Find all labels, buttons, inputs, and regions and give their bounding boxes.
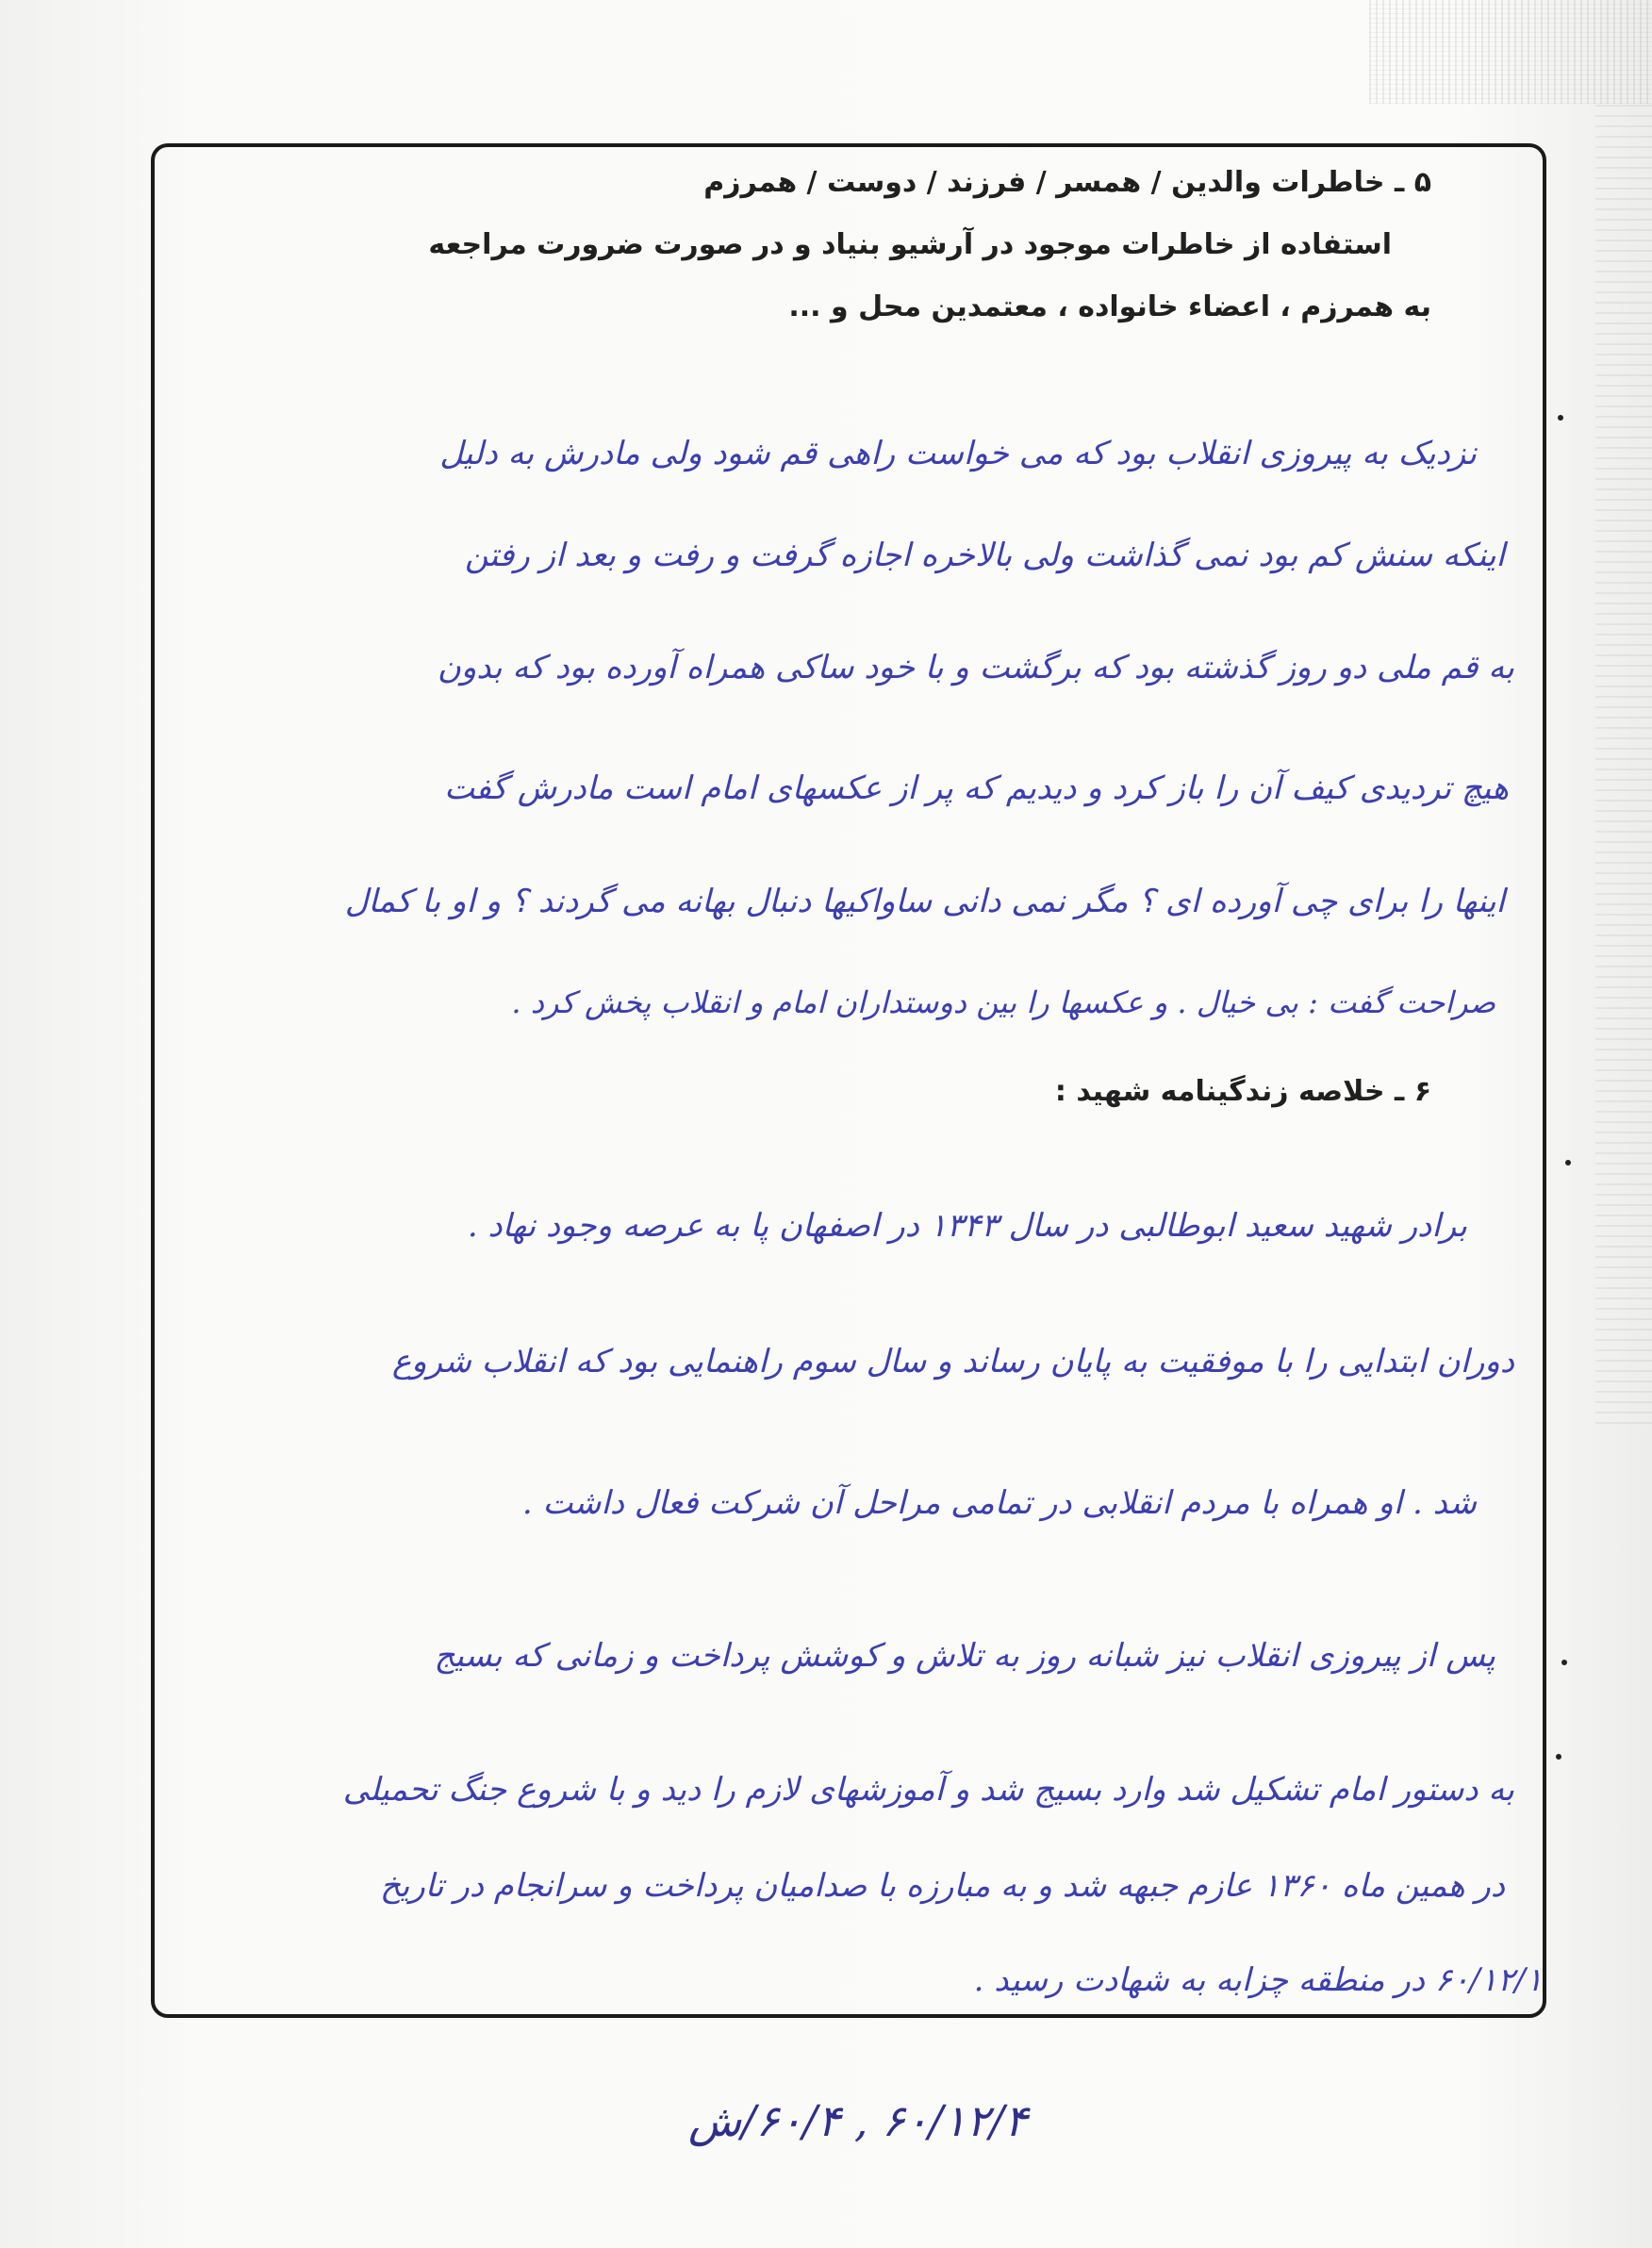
section-5-heading: ۵ ـ خاطرات والدین / همسر / فرزند / دوست / همرزم xyxy=(703,166,1431,199)
section-6-handwriting-line-2: دوران ابتدایی را با موفقیت به پایان رساند و سال سوم راهنمایی بود که انقلاب شروع xyxy=(391,1343,1514,1380)
section-6-handwriting-line-6: در همین ماه ۱۳۶۰ عازم جبهه شد و به مبارزه با صدامیان پرداخت و سرانجام در تاریخ xyxy=(379,1867,1505,1905)
section-5-handwriting-line-6: صراحت گفت : بی خیال . و عکسها را بین دوستداران امام و انقلاب پخش کرد . xyxy=(511,984,1495,1020)
section-5-instruction-2: به همرزم ، اعضاء خانواده ، معتمدین محل و ... xyxy=(788,290,1431,323)
section-6-handwriting-line-3: شد . او همراه با مردم انقلابی در تمامی مراحل آن شرکت فعال داشت . xyxy=(521,1484,1477,1522)
section-5-handwriting-line-1: نزدیک به پیروزی انقلاب بود که می خواست راهی قم شود ولی مادرش به دلیل xyxy=(439,435,1477,472)
section-5-instruction-1: استفاده از خاطرات موجود در آرشیو بنیاد و در صورت ضرورت مراجعه xyxy=(428,228,1392,261)
section-5-handwriting-line-2: اینکه سنش کم بود نمی گذاشت ولی بالاخره اجازه گرفت و رفت و بعد از رفتن xyxy=(464,537,1505,574)
form-frame xyxy=(151,143,1546,2018)
scan-noise xyxy=(1369,0,1652,104)
section-6-handwriting-line-4: پس از پیروزی انقلاب نیز شبانه روز به تلاش و کوشش پرداخت و زمانی که بسیج xyxy=(434,1637,1495,1675)
scan-dot xyxy=(1556,1754,1561,1760)
section-6-handwriting-line-5: به دستور امام تشکیل شد وارد بسیج شد و آموزشهای لازم را دید و با شروع جنگ تحمیلی xyxy=(342,1771,1514,1809)
section-6-handwriting-line-7: ۶۰/۱۲/۱ در منطقه چزابه به شهادت رسید . xyxy=(973,1961,1543,1999)
section-5-handwriting-line-4: هیچ تردیدی کیف آن را باز کرد و دیدیم که پر از عکسهای امام است مادرش گفت xyxy=(444,769,1509,807)
scan-dot xyxy=(1565,1160,1571,1165)
section-5-handwriting-line-3: به قم ملی دو روز گذشته بود که برگشت و با خود ساکی همراه آورده بود که بدون xyxy=(437,649,1514,686)
bottom-handwritten-note: ۶۰/۱۲/۴ , ۶۰/۴/ش xyxy=(688,2095,1028,2146)
scan-dot xyxy=(1561,1660,1567,1665)
section-6-heading: ۶ ـ خلاصه زندگینامه شهید : xyxy=(1054,1075,1431,1108)
section-5-handwriting-line-5: اینها را برای چی آورده ای ؟ مگر نمی دانی ساواکیها دنبال بهانه می گردند ؟ و او با کمال xyxy=(344,883,1505,920)
scan-noise-edge xyxy=(1595,104,1652,1424)
scan-dot xyxy=(1558,415,1563,421)
section-6-handwriting-line-1: برادر شهید سعید ابوطالبی در سال ۱۳۴۳ در اصفهان پا به عرصه وجود نهاد . xyxy=(467,1207,1467,1245)
